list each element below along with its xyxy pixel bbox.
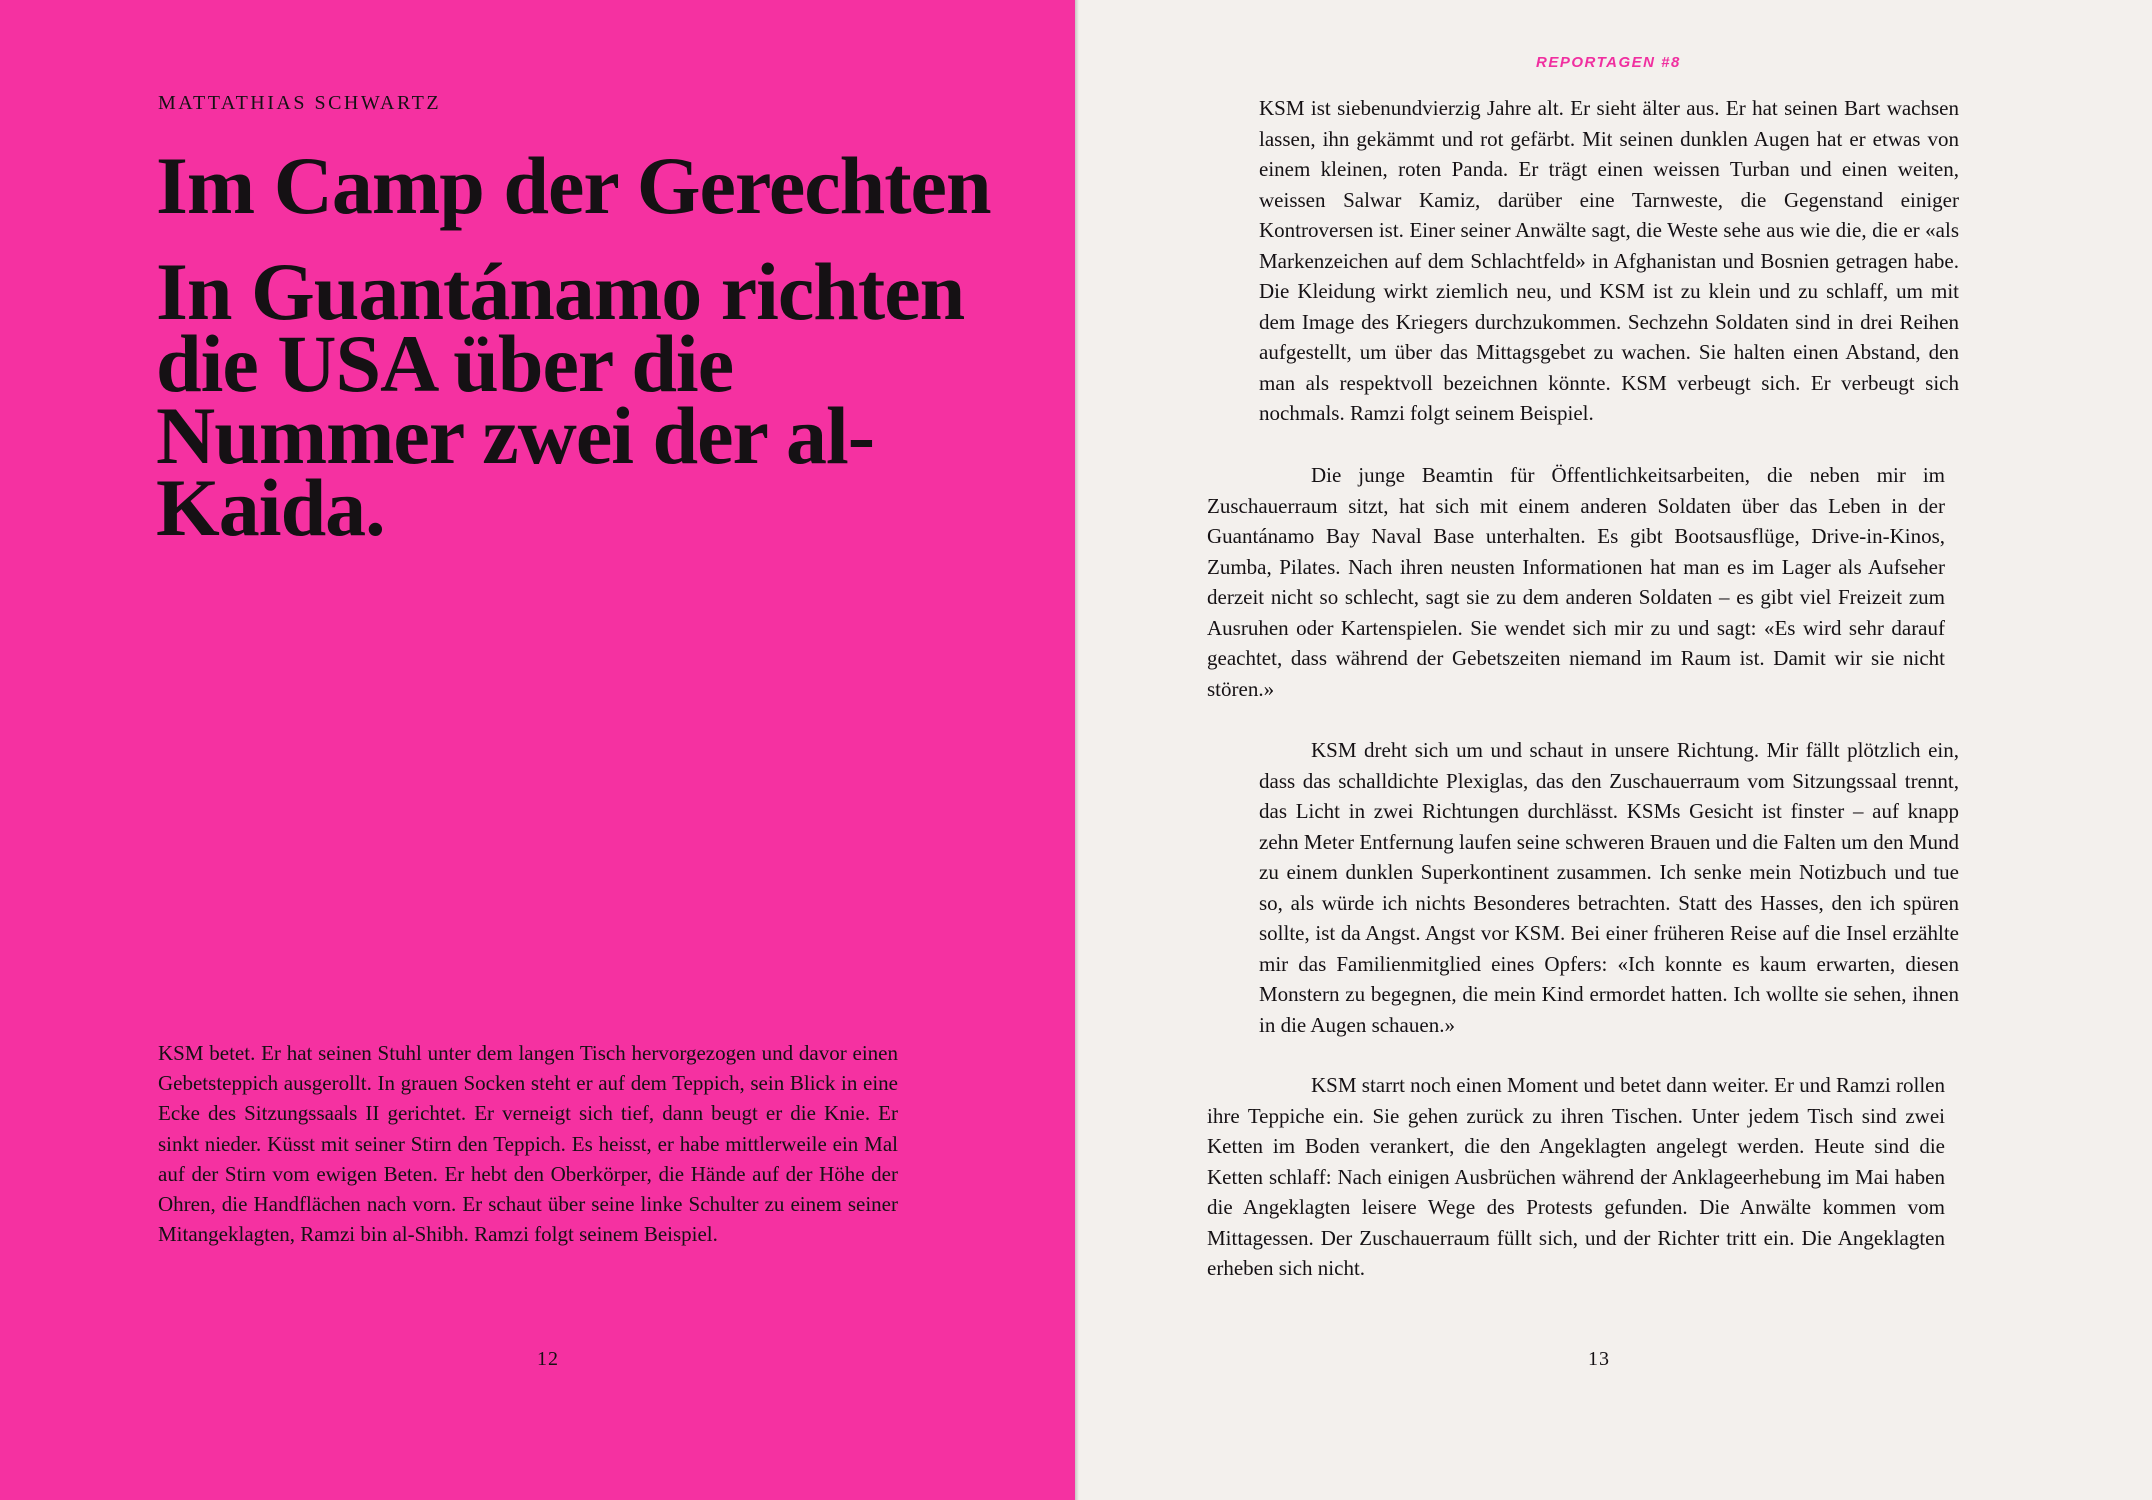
- article-headline: [156, 140, 1036, 553]
- body-column: [1259, 93, 1959, 429]
- paragraph-2: Die junge Beamtin für Öffentlichkeitsarbeiten, die neben mir im Zuschauerraum sitzt, hat sich mit einem anderen Soldaten über das Leben in der Guantánamo Bay Naval Base unterhalten. Es gibt Bootsausflüge, Drive-in-Kinos, Zumba, Pilates. Nach ihren neusten Informationen hat man es im Lager als Aufseher derzeit nicht so schlecht, sagt sie zu dem anderen Soldaten – es gibt viel Freizeit zum Ausruhen oder Kartenspielen. Sie wendet sich mir zu und sagt: «Es wird sehr darauf geachtet, dass während der Gebetszeiten niemand im Raum ist. Damit wir sie nicht stören.»: [1207, 463, 1945, 701]
- paragraph-1: KSM ist siebenundvierzig Jahre alt. Er sieht älter aus. Er hat seinen Bart wachsen lassen, ihn gekämmt und rot gefärbt. Mit seinen dunklen Augen hat er etwas von einem kleinen, roten Panda. Er trägt einen weissen Turban und einen weiten, weissen Salwar Kamiz, darüber eine Tarnweste, die Gegenstand einiger Kontroversen ist. Einer seiner Anwälte sagt, die Weste sehe aus wie die, die er «als Markenzeichen auf dem Schlachtfeld» in Afghanistan und Bosnien getragen habe. Die Kleidung wirkt ziemlich neu, und KSM ist zu klein und zu schlaff, um mit dem Image des Kriegers durchzukommen. Sechzehn Soldaten sind in drei Reihen aufgestellt, um über das Mittagsgebet zu wachen. Sie halten einen Abstand, den man als respektvoll bezeichnen könnte. KSM verbeugt sich. Er verbeugt sich nochmals. Ramzi folgt seinem Beispiel.: [1259, 96, 1959, 425]
- intro-paragraph: KSM betet. Er hat seinen Stuhl unter dem langen Tisch hervorgezogen und davor einen Gebetsteppich ausgerollt. In grauen Socken steht er auf dem Teppich, sein Blick in eine Ecke des Sitzungssaals II gerichtet. Er verneigt sich tief, dann beugt er die Knie. Er sinkt nieder. Küsst mit seiner Stirn den Teppich. Es heisst, er habe mittlerweile ein Mal auf der Stirn vom ewigen Beten. Er hebt den Oberkörper, die Hände auf der Höhe der Ohren, die Handflächen nach vorn. Er schaut über seine linke Schulter zu einem seiner Mitangeklagten, Ramzi bin al-Shibh. Ramzi folgt seinem Beispiel.: [158, 1041, 898, 1247]
- book-gutter: [1075, 0, 1079, 1500]
- page-number-left: 12: [537, 1348, 559, 1370]
- article-subtitle: In Guantánamo richten die USA über die Nummer zwei der al-Kaida.: [156, 246, 965, 553]
- article-title: Im Camp der Gerechten: [156, 140, 991, 231]
- paragraph-3: KSM dreht sich um und schaut in unsere Richtung. Mir fällt plötzlich ein, dass das schalldichte Plexiglas, das den Zuschauerraum vom Sitzungssaal trennt, das Licht in zwei Richtungen durchlässt. KSMs Gesicht ist finster – auf knapp zehn Meter Entfernung laufen seine schweren Brauen und die Falten um den Mund zu einem dunklen Superkontinent zusammen. Ich senke mein Notizbuch und tue so, als würde ich nichts Besonderes betrachten. Statt des Hasses, den ich spüren sollte, ist da Angst. Angst vor KSM. Bei einer früheren Reise auf die Insel erzählte mir das Familienmitglied eines Opfers: «Ich konnte es kaum erwarten, diesen Monstern zu begegnen, die mein Kind ermordet hatten. Ich wollte sie sehen, ihnen in die Augen schauen.»: [1259, 738, 1959, 1037]
- paragraph-4: KSM starrt noch einen Moment und betet dann weiter. Er und Ramzi rollen ihre Teppiche ein. Sie gehen zurück zu ihren Tischen. Unter jedem Tisch sind zwei Ketten im Boden verankert, die den Angeklagten angelegt werden. Heute sind die Ketten schlaff: Nach einigen Ausbrüchen während der Anklageerhebung im Mai haben die Angeklagten leisere Wege des Protests gefunden. Die Anwälte kommen vom Mittagessen. Der Zuschauerraum füllt sich, und der Richter tritt ein. Die Angeklagten erheben sich nicht.: [1207, 1073, 1945, 1280]
- page-number-right: 13: [1588, 1348, 1610, 1370]
- section-label: REPORTAGEN #8: [1536, 54, 1681, 71]
- author-name: MATTATHIAS SCHWARTZ: [158, 92, 442, 114]
